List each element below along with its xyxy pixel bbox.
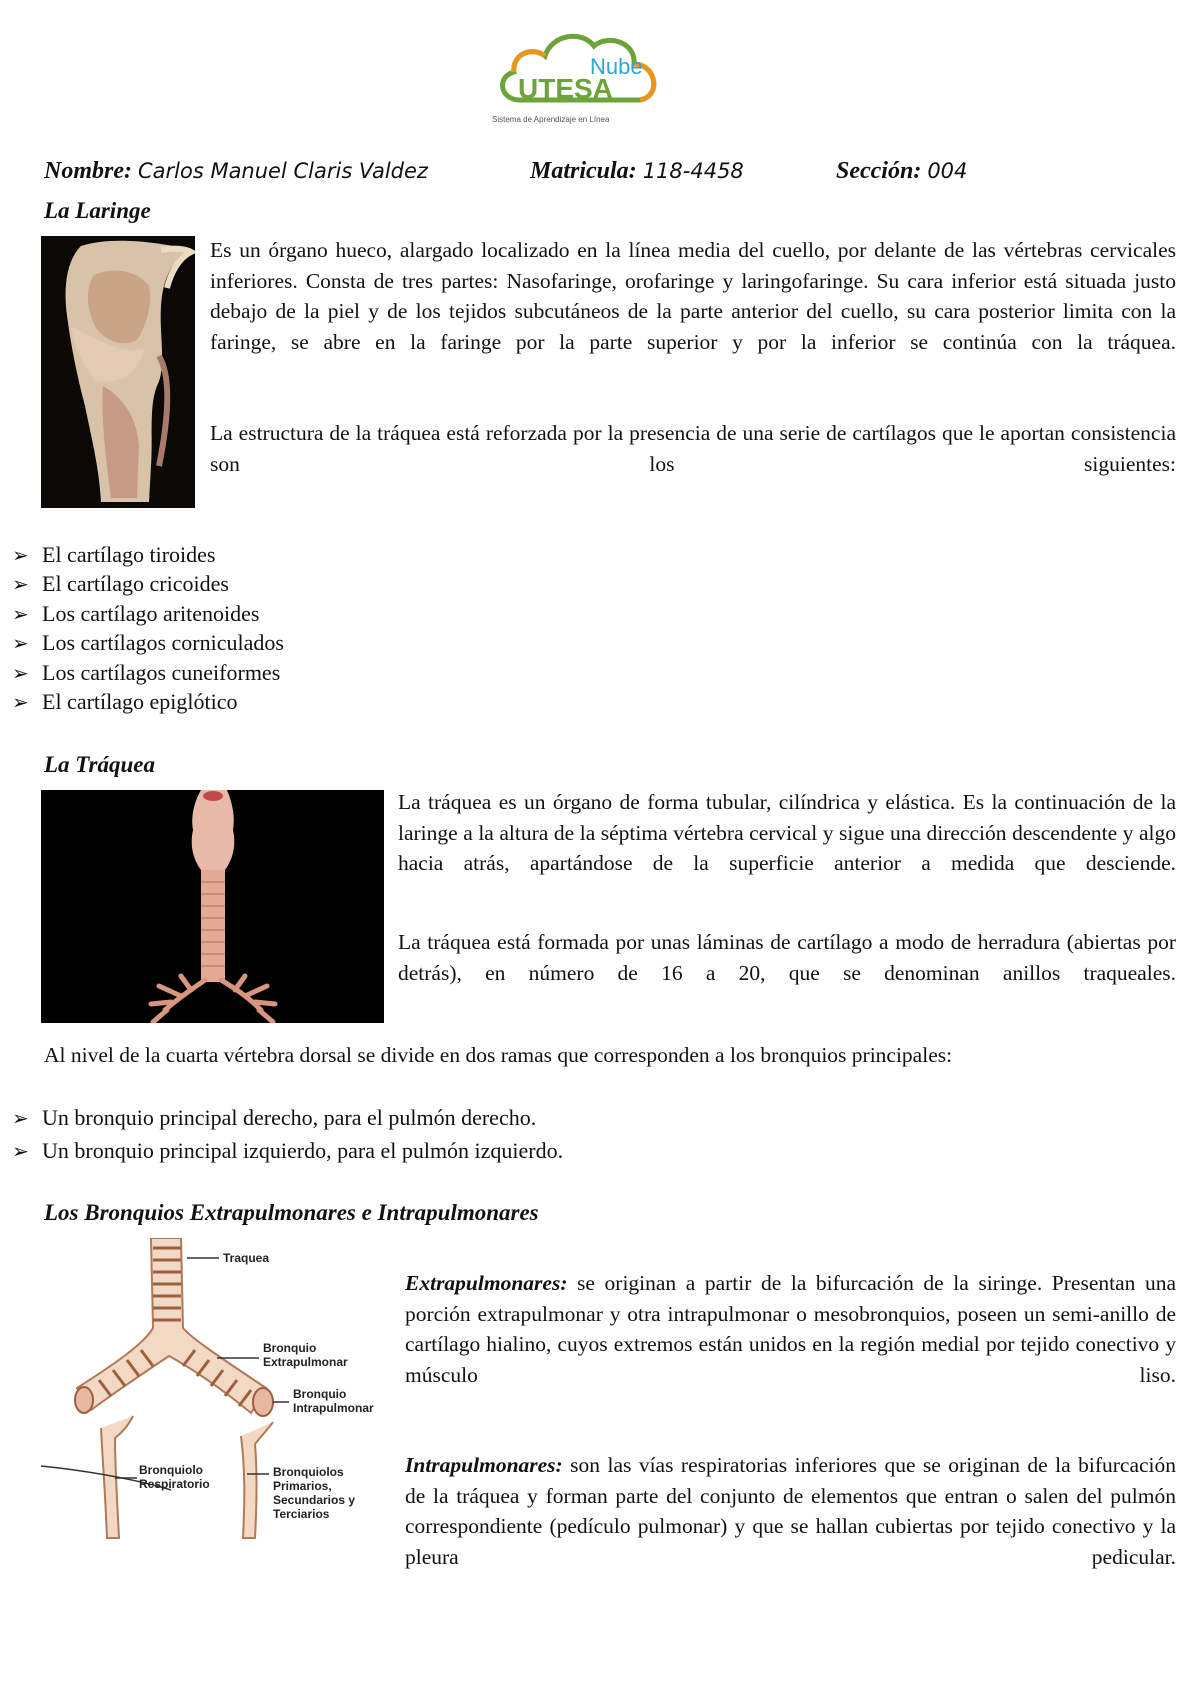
label-bronquiolos-1: Bronquiolos bbox=[273, 1465, 344, 1479]
matricula-value: 118-4458 bbox=[642, 159, 744, 183]
trachea-image bbox=[41, 790, 384, 1023]
traquea-paragraph-3: Al nivel de la cuarta vértebra dorsal se divide en dos ramas que corresponden a los bronquios principales: bbox=[44, 1043, 953, 1067]
laringe-paragraph-1: Es un órgano hueco, alargado localizado en la línea media del cuello, por delante de las vértebras cervicales inferiores. Consta de tres partes: Nasofaringe, orofaringe y laringofaringe. Su cara inferior está situada justo debajo de la piel y de los tejidos subcutáneos de la parte anterior del cuello, su cara posterior limita con la faringe, se abre en la faringe por la parte superior y por la inferior se continúa con la tráquea. bbox=[210, 238, 1176, 354]
larynx-image bbox=[41, 236, 195, 508]
traquea-paragraph-2: La tráquea está formada por unas láminas de cartílago a modo de herradura (abiertas por detrás), en número de 16 a 20, que se denominan anillos traqueales. bbox=[398, 930, 1176, 985]
laringe-title: La Laringe bbox=[44, 198, 151, 223]
name-value: Carlos Manuel Claris Valdez bbox=[137, 159, 428, 183]
intrapulmonares-text: son las vías respiratorias inferiores que se originan de la bifurcación de la tráquea y forman parte del conjunto de elementos que entran o salen del pulmón correspondiente (pedículo pulmonar) y que se hallan cubiertas por tejido conectivo y la pleura pedicular. bbox=[405, 1453, 1176, 1569]
bronchi-list bbox=[0, 1101, 900, 1167]
list-item: ➢ Un bronquio principal izquierdo, para el pulmón izquierdo. bbox=[0, 1134, 900, 1167]
seccion-label: Sección: bbox=[836, 158, 922, 184]
logo-name: UTESA bbox=[518, 73, 613, 104]
list-item: ➢ El cartílago cricoides bbox=[0, 570, 700, 600]
larynx-photo-icon bbox=[41, 236, 195, 508]
label-bronquiolos-4: Terciarios bbox=[273, 1507, 330, 1521]
list-item: ➢ El cartílago tiroides bbox=[0, 540, 700, 570]
extrapulmonares-paragraph bbox=[405, 1268, 1176, 1390]
list-item: ➢ Los cartílagos cuneiformes bbox=[0, 658, 700, 688]
label-bronquiolos-3: Secundarios y bbox=[273, 1493, 356, 1507]
arrowhead-bullet-icon: ➢ bbox=[12, 1105, 29, 1130]
intrapulmonares-label: Intrapulmonares: bbox=[405, 1453, 563, 1477]
arrowhead-bullet-icon: ➢ bbox=[12, 660, 29, 685]
cloud-logo-icon bbox=[490, 22, 680, 132]
student-header bbox=[44, 158, 1144, 188]
list-item: ➢ Los cartílagos corniculados bbox=[0, 629, 700, 659]
traquea-paragraph-1: La tráquea es un órgano de forma tubular, cilíndrica y elástica. Es la continuación de la laringe a la altura de la séptima vértebra cervical y sigue una dirección descendente y algo hacia atrás, apartándose de la superficie anterior a medida que desciende. bbox=[398, 790, 1176, 875]
logo-brand: Nube bbox=[590, 54, 643, 79]
label-bronquio-extra-2: Extrapulmonar bbox=[263, 1355, 348, 1369]
bronquios-title: Los Bronquios Extrapulmonares e Intrapulmonares bbox=[44, 1200, 539, 1225]
seccion-value: 004 bbox=[927, 159, 968, 183]
logo-tagline: Sistema de Aprendizaje en Línea bbox=[492, 115, 610, 124]
laringe-paragraph-2: La estructura de la tráquea está reforzada por la presencia de una serie de cartílagos que le aportan consistencia son los siguientes: bbox=[210, 421, 1176, 476]
arrowhead-bullet-icon: ➢ bbox=[12, 1138, 29, 1163]
label-bronquio-intra-1: Bronquio bbox=[293, 1387, 347, 1401]
bronchi-diagram-drawing bbox=[41, 1238, 391, 1548]
arrowhead-bullet-icon: ➢ bbox=[12, 631, 29, 656]
label-traquea: Traquea bbox=[223, 1251, 270, 1265]
label-bronquiolos-2: Primarios, bbox=[273, 1479, 332, 1493]
list-item: ➢ El cartílago epiglótico bbox=[0, 688, 700, 718]
label-bronquio-intra-2: Intrapulmonar bbox=[293, 1401, 374, 1415]
label-bronquio-extra-1: Bronquio bbox=[263, 1341, 317, 1355]
extrapulmonares-label: Extrapulmonares: bbox=[405, 1271, 568, 1295]
arrowhead-bullet-icon: ➢ bbox=[12, 690, 29, 715]
label-bronquiolo-1: Bronquiolo bbox=[139, 1463, 203, 1477]
traquea-title: La Tráquea bbox=[44, 752, 155, 777]
arrowhead-bullet-icon: ➢ bbox=[12, 572, 29, 597]
cartilage-list bbox=[0, 540, 700, 717]
name-label: Nombre: bbox=[44, 158, 132, 184]
list-item: ➢ Un bronquio principal derecho, para el pulmón derecho. bbox=[0, 1101, 900, 1134]
arrowhead-bullet-icon: ➢ bbox=[12, 542, 29, 567]
intrapulmonares-paragraph bbox=[405, 1450, 1176, 1572]
bronchi-diagram bbox=[41, 1238, 391, 1548]
utesa-logo bbox=[490, 22, 680, 132]
matricula-label: Matricula: bbox=[530, 158, 637, 184]
trachea-3d-model-icon bbox=[41, 790, 384, 1023]
arrowhead-bullet-icon: ➢ bbox=[12, 601, 29, 626]
label-bronquiolo-2: Respiratorio bbox=[139, 1477, 210, 1491]
list-item: ➢ Los cartílago aritenoides bbox=[0, 599, 700, 629]
extrapulmonares-text: se originan a partir de la bifurcación de la siringe. Presentan una porción extrapulmonar y otra intrapulmonar o mesobronquios, poseen un semi-anillo de cartílago hialino, cuyos extremos están unidos en la región medial por tejido conectivo y músculo liso. bbox=[405, 1271, 1176, 1387]
